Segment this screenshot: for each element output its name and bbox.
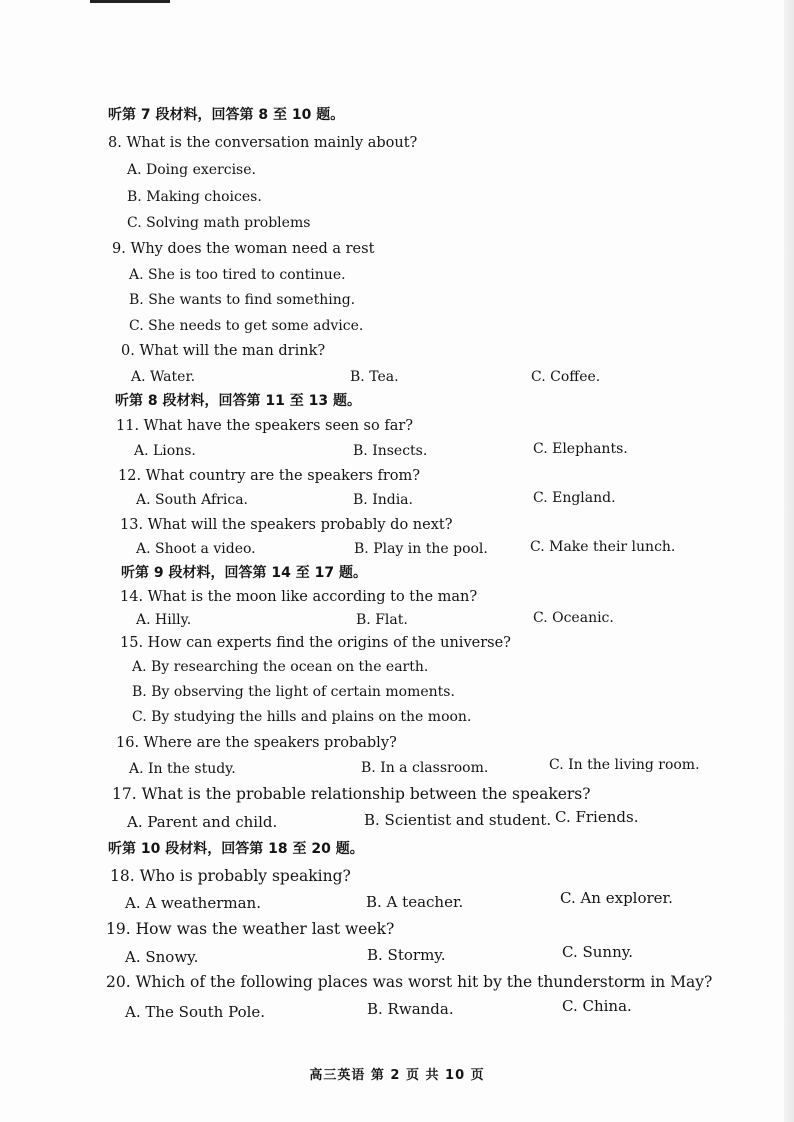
page-edge-shadow xyxy=(784,0,794,1122)
question-16-option-a: A. In the study. xyxy=(129,761,236,777)
question-15-option-c: C. By studying the hills and plains on the moon. xyxy=(132,709,472,725)
question-8-option-b: B. Making choices. xyxy=(127,189,262,205)
question-14-option-c: C. Oceanic. xyxy=(533,610,614,626)
top-rule xyxy=(90,0,170,3)
section-heading-10: 听第 10 段材料，回答第 18 至 20 题。 xyxy=(108,841,364,857)
question-17-option-c: C. Friends. xyxy=(555,808,639,826)
question-16-stem: 16. Where are the speakers probably? xyxy=(116,735,397,751)
question-20-stem: 20. Which of the following places was worst hit by the thunderstorm in May? xyxy=(106,973,713,991)
question-20-option-b: B. Rwanda. xyxy=(367,1000,454,1018)
question-19-option-c: C. Sunny. xyxy=(562,943,633,961)
question-18-option-b: B. A teacher. xyxy=(366,893,464,911)
question-8-option-c: C. Solving math problems xyxy=(127,215,311,231)
page-footer: 高三英语 第 2 页 共 10 页 xyxy=(309,1068,485,1083)
question-18-option-c: C. An explorer. xyxy=(560,889,673,907)
question-17-option-b: B. Scientist and student. xyxy=(364,811,552,829)
question-10-option-c: C. Coffee. xyxy=(531,369,601,385)
question-14-option-a: A. Hilly. xyxy=(136,612,192,628)
question-11-option-a: A. Lions. xyxy=(134,443,196,459)
question-13-option-c: C. Make their lunch. xyxy=(530,539,676,555)
question-10-option-b: B. Tea. xyxy=(350,369,399,385)
question-14-stem: 14. What is the moon like according to the man? xyxy=(120,589,478,605)
question-20-option-c: C. China. xyxy=(562,997,632,1015)
question-9-option-c: C. She needs to get some advice. xyxy=(129,318,364,334)
question-11-option-b: B. Insects. xyxy=(353,443,428,459)
question-12-option-b: B. India. xyxy=(353,492,413,508)
question-10-stem: 0. What will the man drink? xyxy=(121,343,326,359)
question-12-option-a: A. South Africa. xyxy=(136,492,248,508)
section-heading-8: 听第 8 段材料，回答第 11 至 13 题。 xyxy=(115,393,361,409)
question-19-stem: 19. How was the weather last week? xyxy=(106,920,395,938)
question-9-option-b: B. She wants to find something. xyxy=(129,292,356,308)
question-12-stem: 12. What country are the speakers from? xyxy=(118,468,421,484)
question-8-option-a: A. Doing exercise. xyxy=(127,162,256,178)
question-18-option-a: A. A weatherman. xyxy=(125,894,261,912)
question-12-option-c: C. England. xyxy=(533,490,616,506)
question-13-option-b: B. Play in the pool. xyxy=(354,541,488,557)
question-10-option-a: A. Water. xyxy=(131,369,196,385)
question-15-stem: 15. How can experts find the origins of the universe? xyxy=(120,635,511,651)
question-15-option-a: A. By researching the ocean on the earth. xyxy=(132,659,429,675)
question-17-stem: 17. What is the probable relationship between the speakers? xyxy=(112,785,591,803)
question-16-option-c: C. In the living room. xyxy=(549,757,700,773)
question-9-option-a: A. She is too tired to continue. xyxy=(129,267,346,283)
question-11-stem: 11. What have the speakers seen so far? xyxy=(116,418,414,434)
question-19-option-a: A. Snowy. xyxy=(125,948,199,966)
question-9-stem: 9. Why does the woman need a rest xyxy=(112,241,375,257)
question-16-option-b: B. In a classroom. xyxy=(361,760,489,776)
question-15-option-b: B. By observing the light of certain moments. xyxy=(132,684,455,700)
question-20-option-a: A. The South Pole. xyxy=(125,1003,266,1021)
question-13-stem: 13. What will the speakers probably do next? xyxy=(120,517,453,533)
question-18-stem: 18. Who is probably speaking? xyxy=(110,867,351,885)
question-14-option-b: B. Flat. xyxy=(356,612,408,628)
question-19-option-b: B. Stormy. xyxy=(367,946,446,964)
section-heading-7: 听第 7 段材料，回答第 8 至 10 题。 xyxy=(108,107,345,123)
section-heading-9: 听第 9 段材料，回答第 14 至 17 题。 xyxy=(121,565,367,581)
question-17-option-a: A. Parent and child. xyxy=(127,813,278,831)
question-8-stem: 8. What is the conversation mainly about? xyxy=(108,135,418,151)
question-11-option-c: C. Elephants. xyxy=(533,441,628,457)
question-13-option-a: A. Shoot a video. xyxy=(136,541,256,557)
